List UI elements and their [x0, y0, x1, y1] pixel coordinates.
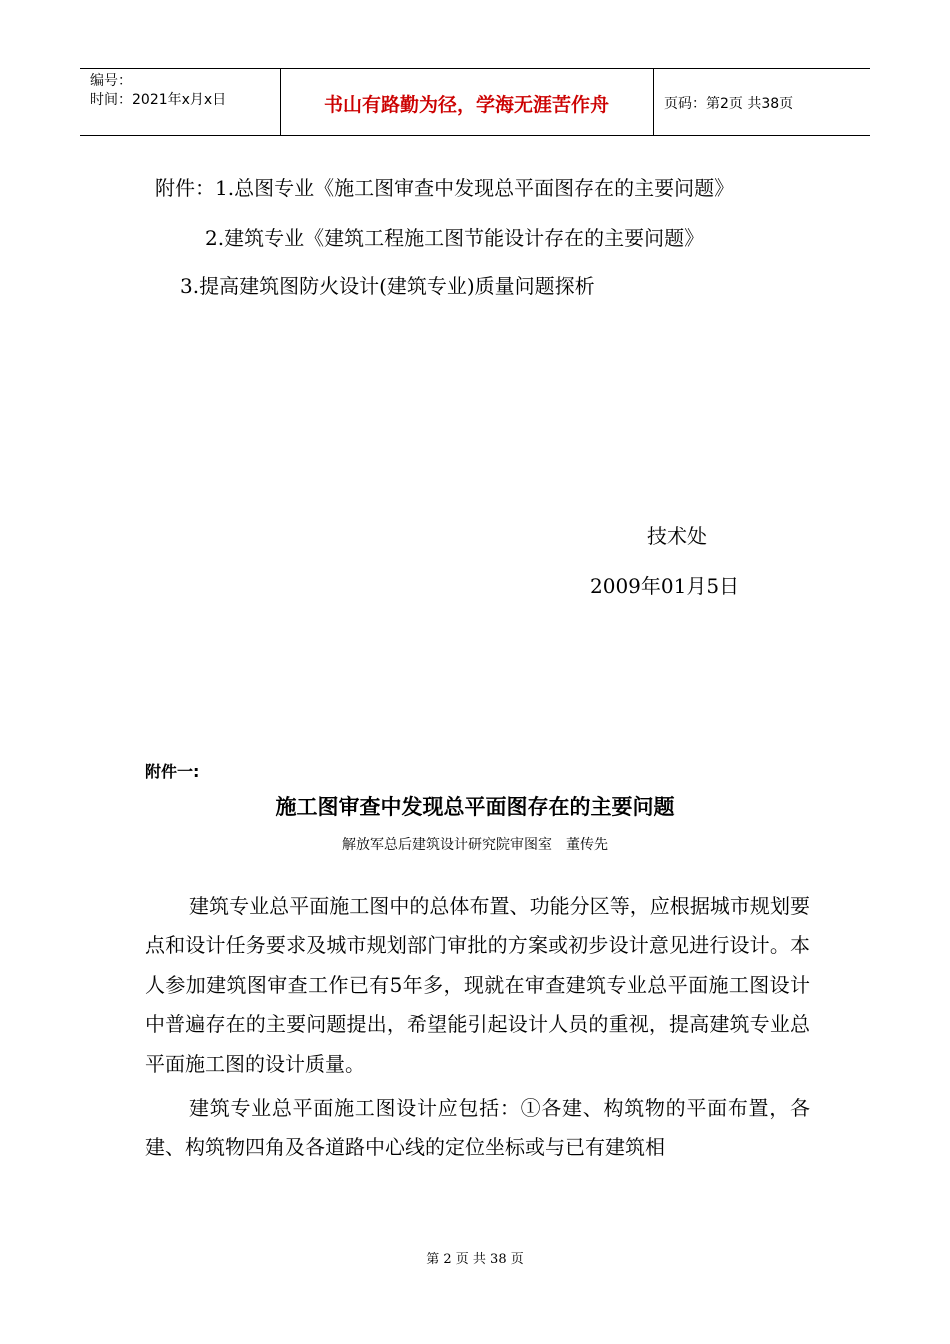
- attachment-line-1: 附件：1.总图专业《施工图审查中发现总平面图存在的主要问题》: [155, 176, 735, 200]
- code-label: 编号：: [90, 73, 132, 89]
- paragraph: 建筑专业总平面施工图设计应包括：①各建、构筑物的平面布置，各建、构筑物四角及各道路中心线的定位坐标或与已有建筑相: [145, 1096, 810, 1160]
- signature-date: 2009年01月5日: [590, 574, 740, 598]
- header-motto: 书山有路勤为径，学海无涯苦作舟: [323, 93, 609, 116]
- header-divider: [653, 69, 654, 135]
- document-title: 施工图审查中发现总平面图存在的主要问题: [275, 795, 675, 819]
- attachment-line-2: 2.建筑专业《建筑工程施工图节能设计存在的主要问题》: [205, 226, 705, 250]
- attachment-one-label: 附件一:: [145, 762, 200, 781]
- header-page-info: 页码：第2页 共38页: [664, 96, 794, 112]
- header-meta: [90, 72, 226, 110]
- document-author: 解放军总后建筑设计研究院审图室 董传先: [342, 837, 608, 853]
- time-label: 时间：2021年x月x日: [90, 92, 227, 108]
- body-text: [145, 887, 810, 1173]
- signature-department: 技术处: [647, 524, 707, 548]
- paragraph: 建筑专业总平面施工图中的总体布置、功能分区等，应根据城市规划要点和设计任务要求及城市规划部门审批的方案或初步设计意见进行设计。本人参加建筑图审查工作已有5年多，现就在审查建筑专业总平面施工图设计中普遍存在的主要问题提出，希望能引起设计人员的重视，提高建筑专业总平面施工图的设计质量。: [145, 894, 810, 1076]
- page-footer: 第 2 页 共 38 页: [426, 1252, 524, 1267]
- page-header: [80, 68, 870, 136]
- attachment-line-3: 3.提高建筑图防火设计(建筑专业)质量问题探析: [180, 274, 595, 298]
